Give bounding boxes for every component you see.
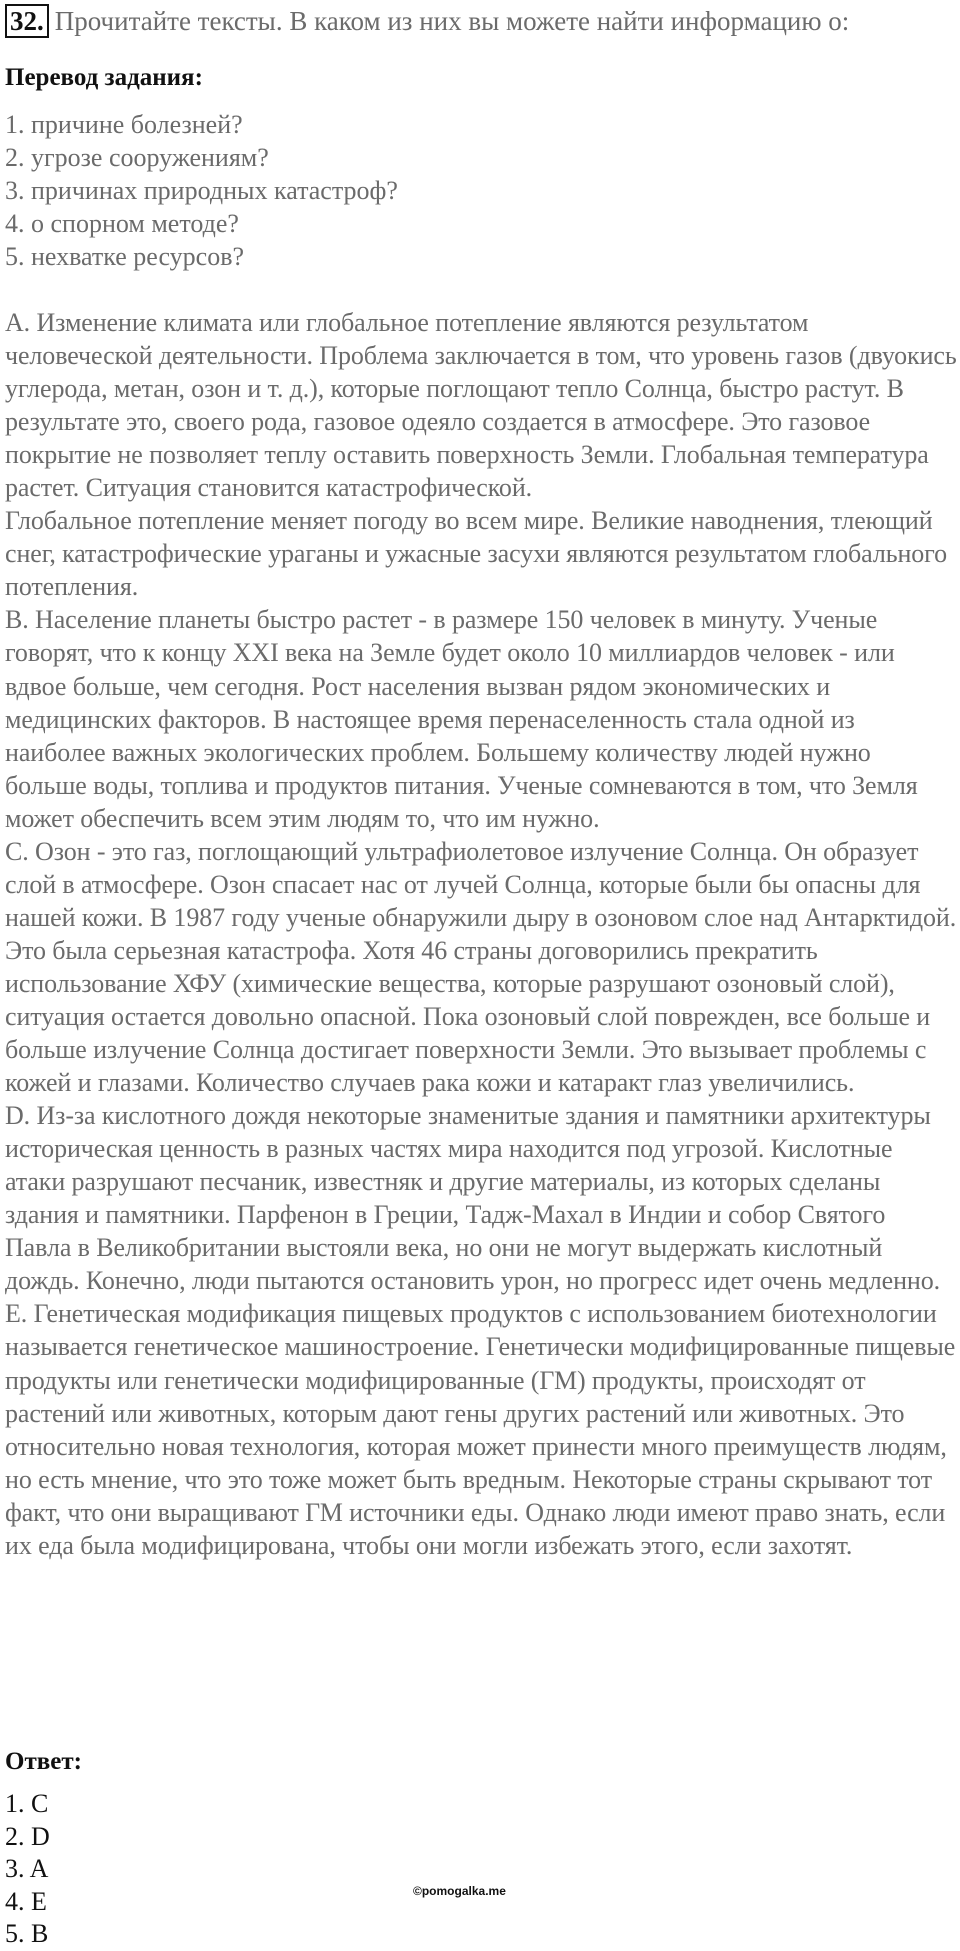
answer-item: 2. D [5, 1821, 50, 1851]
text-c: C. Озон - это газ, поглощающий ультрафиолетовое излучение Солнца. Он образует слой в атмосфере. Озон спасает нас от лучей Солнца, которые были бы опасны для нашей кожи. В 1987 году ученые обнаружили дыру в озоновом слое над Антарктидой. Это была серьезная катастрофа. Хотя 46 страны договорились прекратить использование ХФУ (химические вещества, которые разрушают озоновый слой), ситуация остается довольно опасной. Пока озоновый слой поврежден, все больше и больше излучение Солнца достигает поверхности Земли. Это вызывает проблемы с кожей и глазами. Количество случаев рака кожи и катаракт глаз увеличились. [5, 836, 957, 1098]
text-d: D. Из-за кислотного дождя некоторые знаменитые здания и памятники архитектуры историческая ценность в разных частях мира находится под угрозой. Кислотные атаки разрушают песчаник, известняк и другие материалы, из которых сделаны здания и памятники. Парфенон в Греции, Тадж-Махал в Индии и собор Святого Павла в Великобритании выстояли века, но они не могут выдержать кислотный дождь. Конечно, люди пытаются остановить урон, но прогресс идет очень медленно. [5, 1101, 941, 1296]
text-b: B. Население планеты быстро растет - в размере 150 человек в минуту. Ученые говорят, что к концу XXI века на Земле будет около 10 миллиардов человек - или вдвое больше, чем сегодня. Рост населения вызван рядом экономических и медицинских факторов. В настоящее время перенаселенность стала одной из наиболее важных экологических проблем. Большему количеству людей нужно больше воды, топлива и продуктов питания. Ученые сомневаются в том, что Земля может обеспечить всем этим людям то, что им нужно. [5, 605, 918, 833]
answer-heading: Ответ: [5, 1748, 82, 1775]
task-header [5, 4, 849, 38]
task-instruction: Прочитайте тексты. В каком из них вы можете найти информацию о: [54, 6, 850, 36]
answer-list [5, 1788, 50, 1951]
text-a-paragraph-1: А. Изменение климата или глобальное потепление являются результатом человеческой деятельности. Проблема заключается в том, что уровень газов (двуокись углерода, метан, озон и т. д.), которые поглощают тепло Солнца, быстро растут. В результате это, своего рода, газовое одеяло создается в атмосфере. Это газовое покрытие не позволяет теплу оставить поверхность Земли. Глобальная температура растет. Ситуация становится катастрофической. [5, 308, 957, 503]
question-item: 3. причинах природных катастроф? [5, 176, 398, 205]
answer-item: 3. A [5, 1854, 49, 1883]
translation-heading: Перевод задания: [5, 64, 203, 91]
question-item: 4. о спорном методе? [5, 209, 239, 238]
question-item: 5. нехватке ресурсов? [5, 242, 245, 271]
answer-item: 5. B [5, 1919, 49, 1948]
watermark: ©pomogalka.me [413, 1884, 506, 1898]
question-item: 2. угрозе сооружениям? [5, 143, 269, 172]
reading-texts [5, 306, 957, 1562]
answer-item: 1. C [5, 1789, 49, 1818]
text-a-paragraph-2: Глобальное потепление меняет погоду во всем мире. Великие наводнения, тлеющий снег, катастрофические ураганы и ужасные засухи являются результатом глобального потепления. [5, 506, 947, 602]
answer-item: 4. E [5, 1886, 47, 1916]
text-e: E. Генетическая модификация пищевых продуктов с использованием биотехнологии называется генетическое машиностроение. Генетически модифицированные пищевые продукты или генетически модифицированные (ГМ) продукты, происходят от растений или животных, которым дают гены других растений или животных. Это относительно новая технология, которая может принести много преимуществ людям, но есть мнение, что это тоже может быть вредным. Некоторые страны скрывают тот факт, что они выращивают ГМ источники еды. Однако люди имеют право знать, если их еда была модифицирована, чтобы они могли избежать этого, если захотят. [5, 1299, 956, 1560]
task-number: 32. [5, 4, 49, 38]
question-list [5, 108, 398, 273]
question-item: 1. причине болезней? [5, 110, 243, 139]
